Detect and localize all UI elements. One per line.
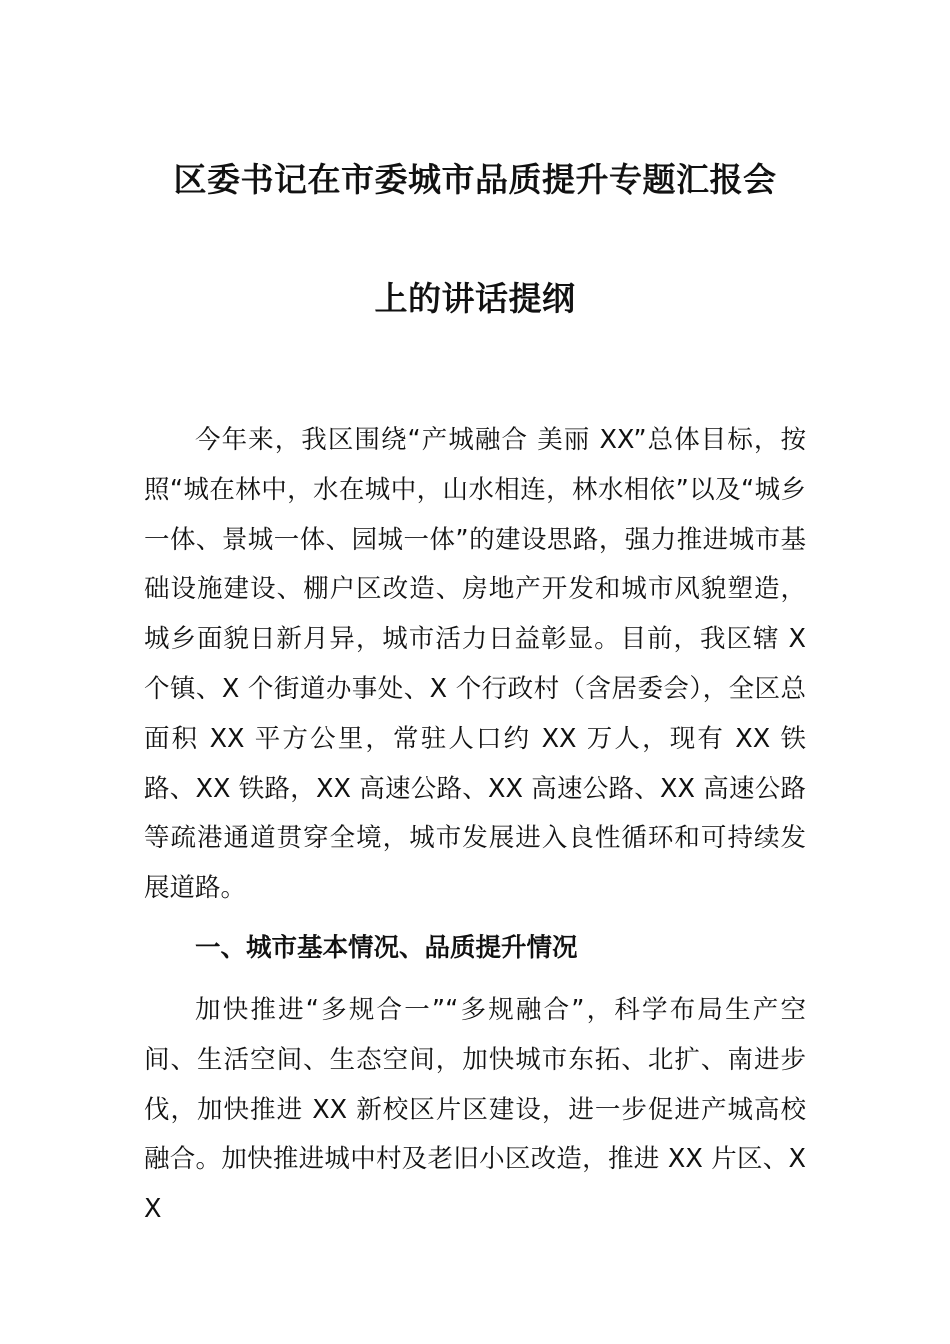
document-title-line-2: 上的讲话提纲 — [374, 279, 576, 318]
paragraph-block-1 — [144, 416, 806, 914]
section-heading-1: 一、城市基本情况、品质提升情况 — [195, 933, 578, 963]
paragraph-section-1: 加快推进“多规合一”“多规融合”，科学布局生产空间、生活空间、生态空间，加快城市东拓、北扩、南进步伐，加快推进 XX 新校区片区建设，进一步促进产城高校融合。加快推进城中村及老旧小区改造，推进 XX 片区、XX — [144, 995, 806, 1225]
document-title-line-1: 区委书记在市委城市品质提升专题汇报会 — [173, 160, 777, 199]
paragraph-block-2 — [144, 986, 806, 1235]
paragraph-intro: 今年来，我区围绕“产城融合 美丽 XX”总体目标，按照“城在林中，水在城中，山水相连，林水相依”以及“城乡一体、景城一体、园城一体”的建设思路，强力推进城市基础设施建设、棚户区改造、房地产开发和城市风貌塑造，城乡面貌日新月异，城市活力日益彰显。目前，我区辖 X 个镇、X 个街道办事处、X 个行政村（含居委会），全区总面积 XX 平方公里，常驻人口约 XX 万人，现有 XX 铁路、XX 铁路，XX 高速公路、XX 高速公路、XX 高速公路等疏港通道贯穿全境，城市发展进入良性循环和可持续发展道路。 — [144, 425, 806, 904]
